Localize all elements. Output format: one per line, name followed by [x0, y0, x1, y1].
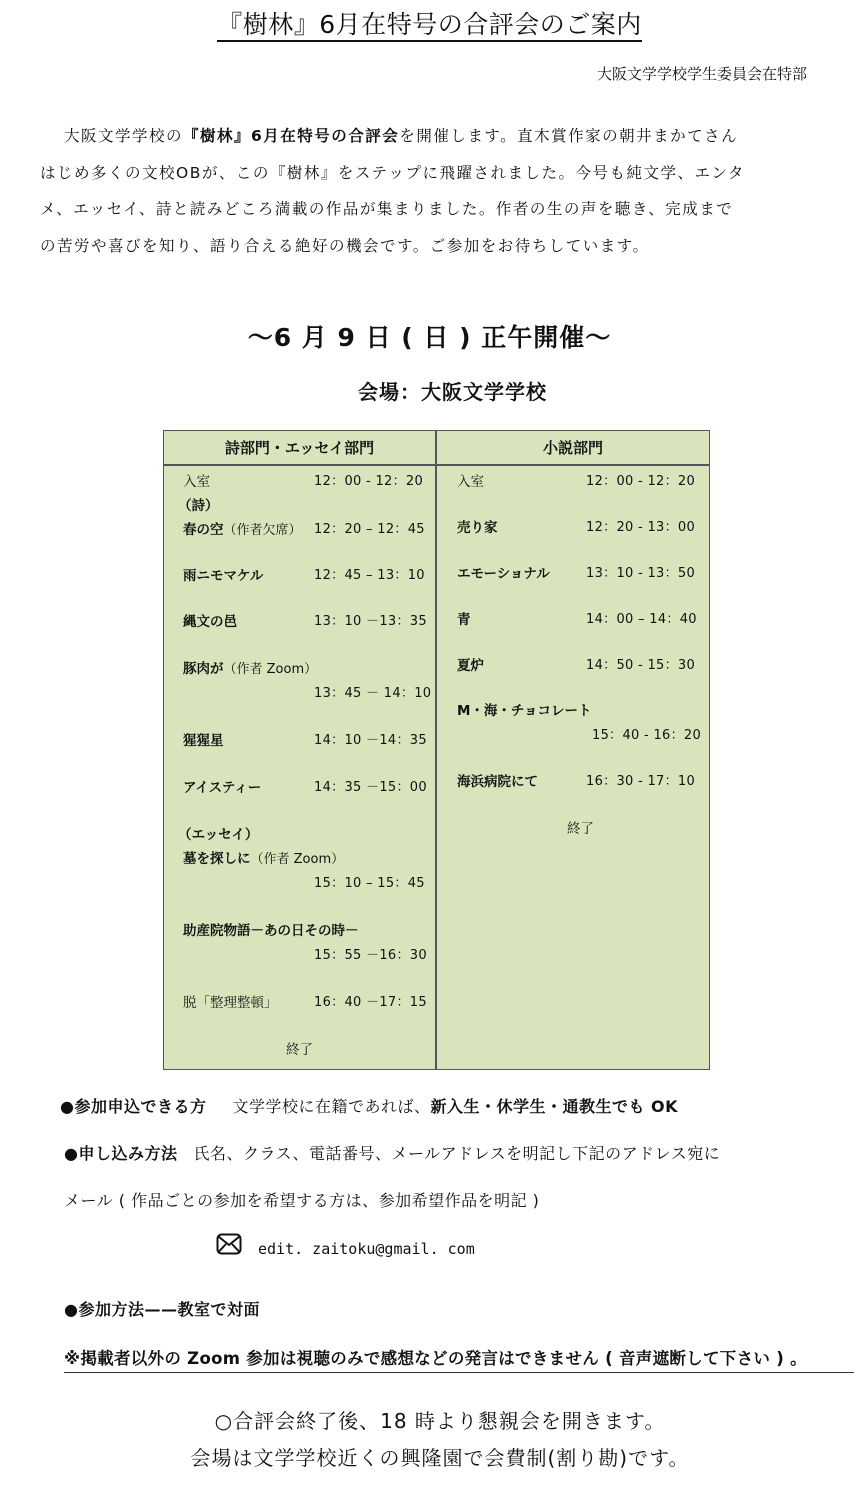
eligibility-line	[60, 1096, 678, 1118]
left-item-4-title: 豚肉が	[183, 661, 224, 677]
right-column-header: 小説部門	[542, 439, 603, 457]
left-item-7-note: （作者 Zoom）	[250, 852, 345, 867]
left-item-2-time: 12：45 – 13：10	[314, 568, 425, 583]
right-item-6-title: 海浜病院にて	[457, 774, 538, 790]
right-item-6-time: 16：30 - 17：10	[586, 774, 696, 789]
left-item-6-title: アイスティー	[183, 780, 262, 796]
organizer: 大阪文学学校学生委員会在特部	[596, 65, 807, 83]
apply-label: ●申し込み方法	[64, 1144, 178, 1163]
left-item-9-time: 16：40 －17：15	[314, 995, 427, 1010]
title-text: 『樹林』6月在特号の合評会のご案内	[217, 10, 641, 42]
footer-line-2: 会場は文学学校近くの興隆園で会費制(割り勘)です。	[190, 1446, 690, 1470]
right-item-3-time: 14：00 – 14：40	[586, 612, 697, 627]
right-item-3-title: 青	[457, 612, 471, 628]
event-venue: 会場：大阪文学学校	[358, 380, 547, 404]
intro-paragraph	[40, 118, 815, 264]
right-end-label: 終了	[567, 821, 594, 837]
right-item-1-time: 12：20 - 13：00	[586, 520, 696, 535]
intro-line-1	[40, 118, 815, 155]
left-item-3-time: 13：10 －13：35	[314, 614, 427, 629]
left-item-1	[183, 521, 302, 540]
header-divider	[164, 464, 709, 466]
left-item-2-title: 雨ニモマケル	[183, 568, 264, 584]
apply-line	[64, 1143, 720, 1165]
eligibility-label: ●参加申込できる方	[60, 1097, 207, 1116]
right-item-1-title: 売り家	[457, 520, 498, 536]
left-entry-label: 入室	[183, 474, 210, 490]
intro-line-1-pre: 大阪文学学校の	[64, 127, 184, 145]
left-item-4	[183, 660, 317, 679]
right-entry-label: 入室	[457, 474, 484, 490]
left-item-4-note: （作者 Zoom）	[223, 662, 318, 677]
eligibility-bold: 新入生・休学生・通教生でも OK	[430, 1097, 679, 1116]
essay-heading: （エッセイ）	[178, 827, 259, 843]
right-item-4-title: 夏炉	[457, 658, 484, 674]
page-title	[0, 8, 859, 42]
event-date: ～6 月 9 日 ( 日 ) 正午開催～	[247, 323, 612, 352]
left-item-8-title: 助産院物語－あの日その時－	[183, 923, 359, 939]
footer-line-1: ○合評会終了後、18 時より懇親会を開きます。	[214, 1409, 666, 1433]
schedule-table	[163, 430, 710, 1070]
left-item-5-time: 14：10 －14：35	[314, 733, 427, 748]
left-item-7-time: 15：10 – 15：45	[314, 876, 425, 891]
left-item-1-note: （作者欠席）	[223, 523, 302, 538]
envelope-icon	[216, 1233, 242, 1259]
right-item-2-time: 13：10 - 13：50	[586, 566, 696, 581]
left-item-5-title: 猩猩星	[183, 733, 224, 749]
intro-line-1-bold: 『樹林』6月在特号の合評会	[183, 127, 400, 145]
left-column-header: 詩部門・エッセイ部門	[224, 439, 375, 457]
email-address[interactable]: edit. zaitoku@gmail. com	[258, 1240, 475, 1258]
left-item-6-time: 14：35 －15：00	[314, 780, 427, 795]
right-item-2-title: エモーショナル	[457, 566, 550, 582]
intro-line-3: メ、エッセイ、詩と読みどころ満載の作品が集まりました。作者の生の声を聴き、完成まで	[40, 200, 734, 218]
left-item-1-time: 12：20 – 12：45	[314, 522, 425, 537]
poetry-heading: （詩）	[178, 498, 219, 514]
left-item-3-title: 縄文の邑	[183, 614, 237, 630]
left-end-label: 終了	[286, 1042, 313, 1058]
left-item-9-title: 脱「整理整頓」	[183, 995, 278, 1011]
right-item-5-time: 15：40 - 16：20	[592, 728, 702, 743]
left-item-7	[183, 850, 344, 869]
left-item-1-title: 春の空	[183, 522, 224, 538]
left-item-7-title: 墓を探しに	[183, 851, 251, 867]
column-divider	[435, 431, 437, 1069]
intro-line-2: はじめ多くの文校OBが、この『樹林』をステップに飛躍されました。今号も純文学、エンタ	[40, 163, 745, 182]
apply-text: 氏名、クラス、電話番号、メールアドレスを明記し下記のアドレス宛に	[193, 1144, 721, 1163]
right-item-4-time: 14：50 - 15：30	[586, 658, 696, 673]
eligibility-text: 文学学校に在籍であれば、	[232, 1097, 431, 1116]
right-entry-time: 12：00 - 12：20	[586, 474, 696, 489]
apply-line-2: メール ( 作品ごとの参加を希望する方は、参加希望作品を明記 )	[64, 1191, 540, 1210]
left-entry-time: 12：00 - 12：20	[314, 474, 424, 489]
left-item-4-time: 13：45 － 14：10	[314, 686, 432, 701]
intro-line-1-post: を開催します。直木賞作家の朝井まかてさん	[399, 127, 739, 145]
participation-method: ●参加方法——教室で対面	[64, 1300, 260, 1319]
zoom-note: ※掲載者以外の Zoom 参加は視聴のみで感想などの発言はできません ( 音声遮断して下さい ) 。	[64, 1347, 854, 1373]
right-item-5-title: M・海・チョコレート	[457, 703, 592, 719]
left-item-8-time: 15：55 －16：30	[314, 948, 427, 963]
intro-line-4: の苦労や喜びを知り、語り合える絶好の機会です。ご参加をお待ちしています。	[40, 236, 650, 255]
